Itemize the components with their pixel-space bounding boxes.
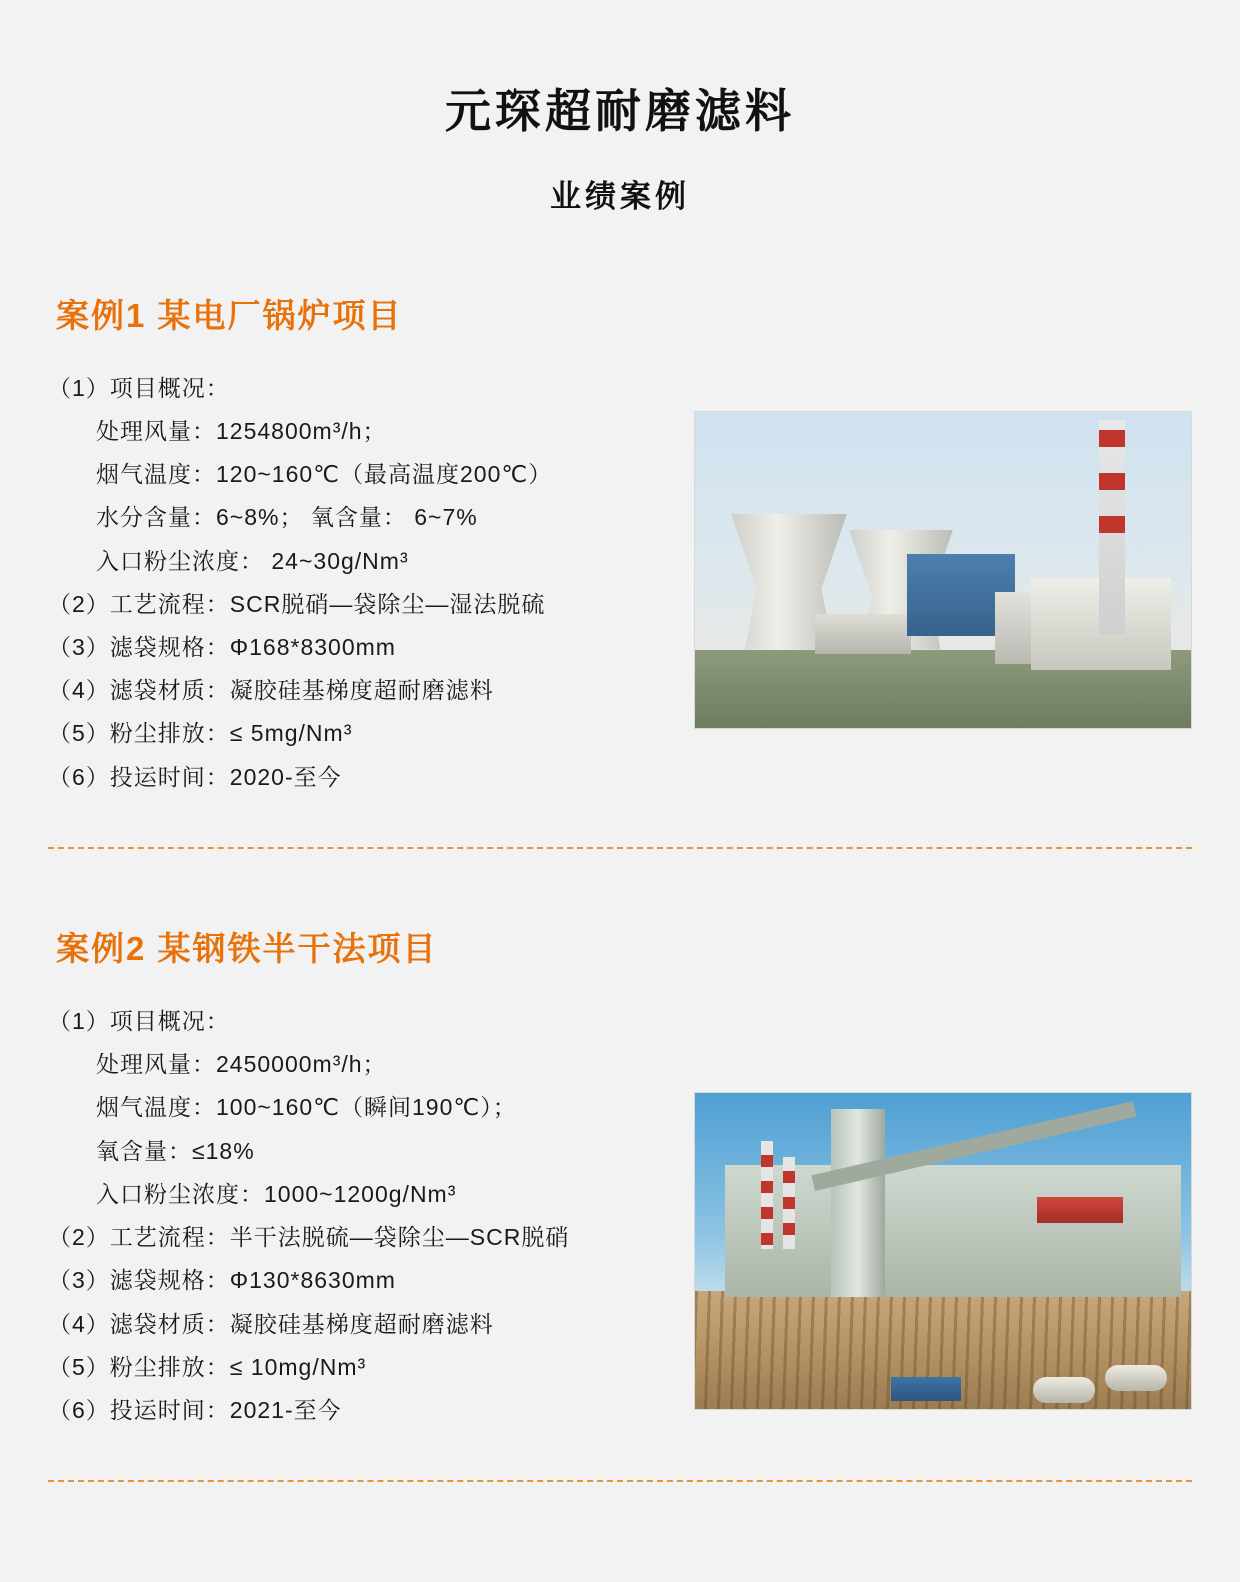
- spec-line: （5）粉尘排放：≤ 5mg/Nm³: [48, 720, 353, 747]
- spec-line: （2）工艺流程：SCR脱硝—袋除尘—湿法脱硫: [48, 590, 546, 617]
- smoke-stack: [1099, 420, 1125, 634]
- case-section-2: [48, 923, 1192, 1482]
- spec-line: （6）投运时间：2021-至今: [48, 1397, 342, 1424]
- steel-plant-photo: [694, 1092, 1192, 1410]
- page-subtitle: 业绩案例: [550, 178, 690, 214]
- spec-line: （1）项目概况：: [48, 374, 230, 401]
- smoke-stack: [761, 1141, 773, 1249]
- spec-line: （4）滤袋材质：凝胶硅基梯度超耐磨滤料: [48, 677, 494, 704]
- section-divider: [48, 1480, 1192, 1482]
- spec-line: 水分含量：6~8%； 氧含量： 6~7%: [96, 504, 478, 531]
- power-plant-photo: [694, 411, 1192, 729]
- spec-line: （3）滤袋规格：Φ168*8300mm: [48, 634, 396, 660]
- spec-line: （3）滤袋规格：Φ130*8630mm: [48, 1267, 396, 1294]
- case-body-2: [48, 1000, 1192, 1432]
- red-structure: [1037, 1197, 1123, 1223]
- spec-line: （5）粉尘排放：≤ 10mg/Nm³: [48, 1353, 367, 1380]
- case-heading-2: 案例2 某钢铁半干法项目: [56, 929, 438, 967]
- storage-tank: [1105, 1365, 1167, 1391]
- spec-line: （2）工艺流程：半干法脱硫—袋除尘—SCR脱硝: [48, 1224, 570, 1251]
- spec-line: （4）滤袋材质：凝胶硅基梯度超耐磨滤料: [48, 1310, 494, 1337]
- spec-line: 烟气温度：120~160℃（最高温度200℃）: [96, 461, 553, 488]
- spec-line: 入口粉尘浓度： 24~30g/Nm³: [96, 547, 409, 574]
- case-1-spec-list: [48, 367, 708, 799]
- page-title: 元琛超耐磨滤料: [445, 85, 795, 137]
- spec-line: 处理风量：1254800m³/h；: [96, 417, 387, 444]
- plant-building: [815, 614, 911, 654]
- spec-line: 处理风量：2450000m³/h；: [96, 1051, 387, 1078]
- case-body-1: [48, 367, 1192, 799]
- case-heading-1: 案例1 某电厂锅炉项目: [56, 296, 403, 334]
- case-2-spec-list: [48, 1000, 708, 1432]
- spec-line: 入口粉尘浓度：1000~1200g/Nm³: [96, 1180, 457, 1207]
- spec-line: 烟气温度：100~160℃（瞬间190℃）；: [96, 1094, 517, 1121]
- case-section-1: [48, 290, 1192, 849]
- blue-container: [891, 1377, 961, 1401]
- plant-tower: [831, 1109, 885, 1297]
- smoke-stack: [783, 1157, 795, 1249]
- spec-line: （6）投运时间：2020-至今: [48, 763, 342, 790]
- spec-line: 氧含量：≤18%: [96, 1137, 255, 1164]
- storage-tank: [1033, 1377, 1095, 1403]
- spec-line: （1）项目概况：: [48, 1007, 230, 1034]
- section-divider: [48, 847, 1192, 849]
